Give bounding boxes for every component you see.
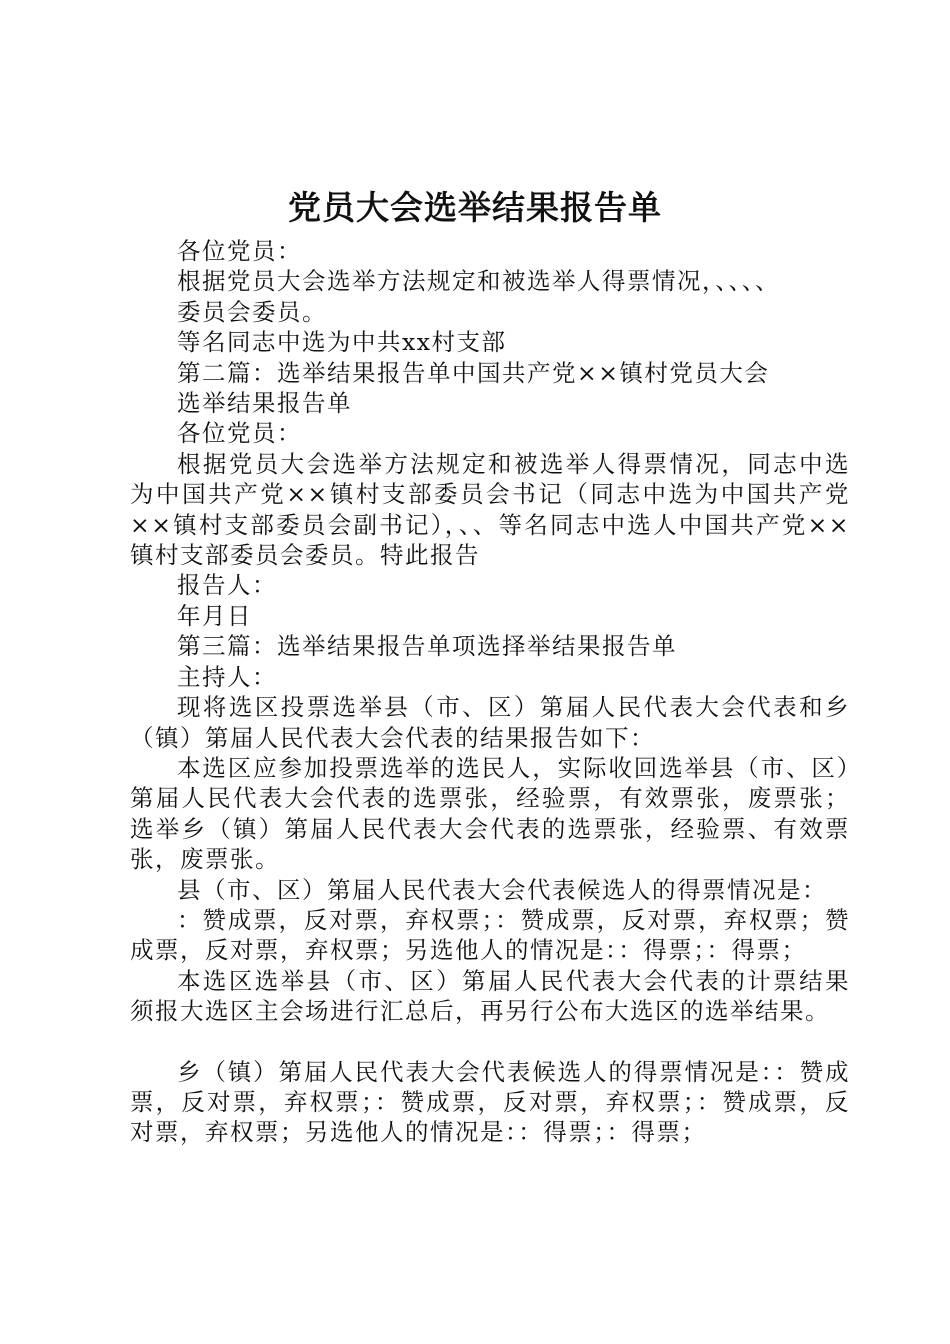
paragraph-date: 年月日 xyxy=(177,601,252,630)
document-title: 党员大会选举结果报告单 xyxy=(288,188,662,227)
paragraph-reporter: 报告人： xyxy=(177,571,277,600)
section-heading: 第三篇：选举结果报告单项选择举结果报告单 xyxy=(177,632,677,661)
paragraph: ：赞成票，反对票，弃权票；：赞成票，反对票，弃权票；赞成票，反对票，弃权票；另选他人的情况是：：得票；：得票； xyxy=(130,905,850,965)
paragraph: 现将选区投票选举县（市、区）第届人民代表大会代表和乡（镇）第届人民代表大会代表的结果报告如下： xyxy=(130,693,850,752)
paragraph: 根据党员大会选举方法规定和被选举人得票情况，同志中选为中国共产党××镇村支部委员会书记（同志中选为中国共产党××镇村支部委员会副书记），、、等名同志中选人中国共产党××镇村支部委员会委员。特此报告 xyxy=(130,449,850,570)
paragraph: 乡（镇）第届人民代表大会代表候选人的得票情况是：：赞成票，反对票，弃权票；：赞成票，反对票，弃权票；：赞成票，反对票，弃权票；另选他人的情况是：：得票；：得票； xyxy=(130,1057,850,1147)
paragraph-greeting: 各位党员： xyxy=(177,419,302,448)
paragraph: 根据党员大会选举方法规定和被选举人得票情况，、、、、 xyxy=(177,267,780,296)
section-heading: 第二篇：选举结果报告单中国共产党××镇村党员大会 xyxy=(177,358,770,387)
section-subheading: 选举结果报告单 xyxy=(177,389,352,418)
document-body xyxy=(130,236,850,1148)
paragraph-host: 主持人： xyxy=(177,662,277,691)
paragraph: 本选区应参加投票选举的选民人，实际收回选举县（市、区）第届人民代表大会代表的选票张，经验票，有效票张，废票张；选举乡（镇）第届人民代表大会代表的选票张，经验票、有效票张，废票张。 xyxy=(130,753,850,874)
paragraph: 本选区选举县（市、区）第届人民代表大会代表的计票结果须报大选区主会场进行汇总后，再另行公布大选区的选举结果。 xyxy=(130,966,850,1026)
paragraph: 县（市、区）第届人民代表大会代表候选人的得票情况是： xyxy=(177,875,827,904)
paragraph-greeting: 各位党员： xyxy=(177,237,302,265)
paragraph: 委员会委员。 xyxy=(177,297,327,326)
paragraph: 等名同志中选为中共xx村支部 xyxy=(177,328,507,357)
